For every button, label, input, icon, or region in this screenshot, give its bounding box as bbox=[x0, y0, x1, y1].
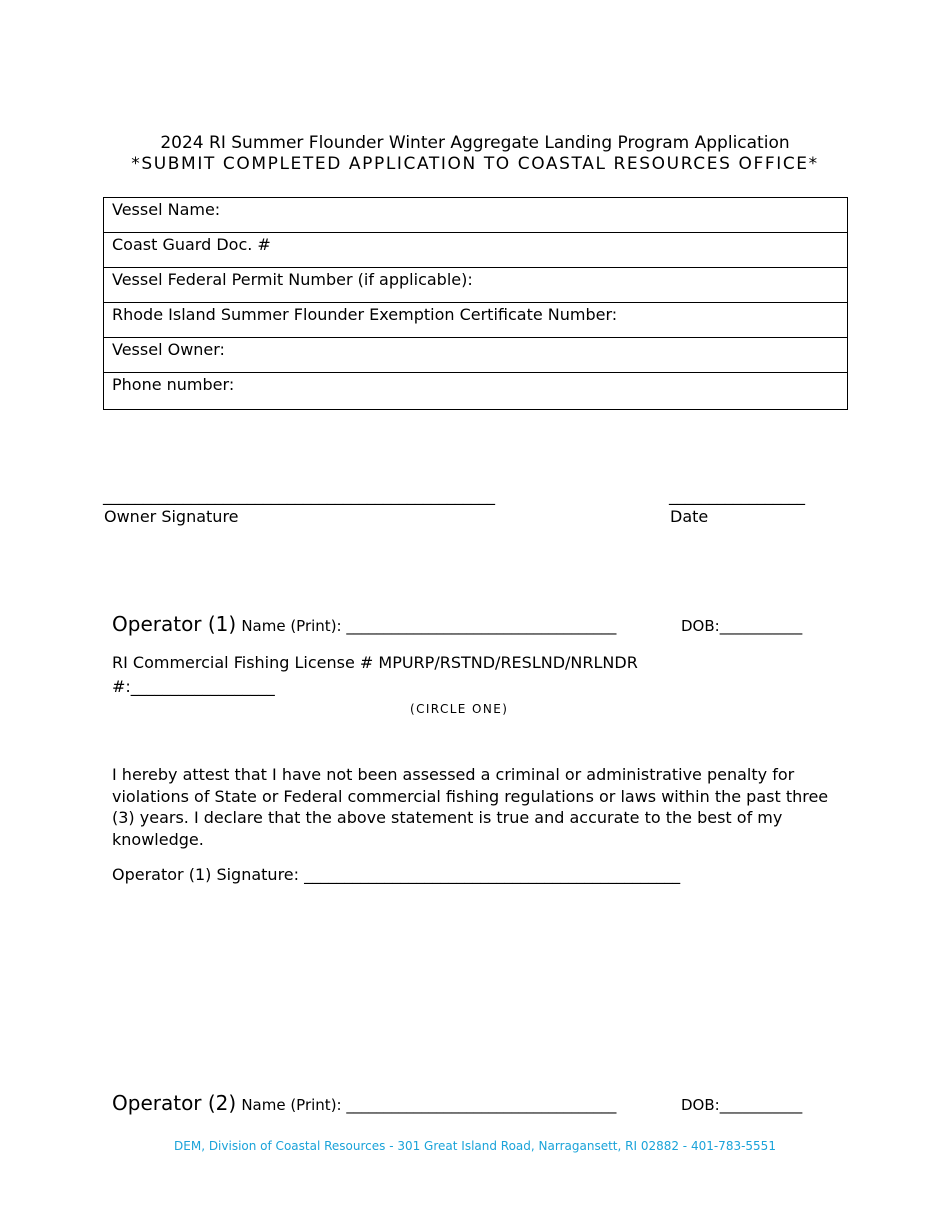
owner-date-line[interactable]: _________________ bbox=[669, 486, 805, 505]
field-label: Vessel Federal Permit Number (if applicable): bbox=[112, 270, 473, 289]
form-subtitle: *SUBMIT COMPLETED APPLICATION TO COASTAL RESOURCES OFFICE* bbox=[131, 154, 819, 174]
vessel-name-field[interactable] bbox=[104, 198, 847, 233]
operator1-dob-field[interactable]: DOB:___________ bbox=[681, 617, 803, 635]
operator1-name-field[interactable]: Name (Print): ____________________________________ bbox=[241, 617, 617, 635]
owner-date-label: Date bbox=[670, 507, 709, 526]
operator2-heading: Operator (2) bbox=[112, 1091, 237, 1115]
federal-permit-field[interactable] bbox=[104, 268, 847, 303]
field-label: Vessel Owner: bbox=[112, 340, 225, 359]
operator2-name-row bbox=[112, 1091, 616, 1115]
phone-number-field[interactable] bbox=[104, 373, 847, 409]
field-label: Phone number: bbox=[112, 375, 235, 394]
vessel-info-table bbox=[103, 197, 848, 410]
field-label: Vessel Name: bbox=[112, 200, 221, 219]
owner-signature-label: Owner Signature bbox=[104, 507, 239, 526]
exemption-certificate-field[interactable] bbox=[104, 303, 847, 338]
field-label: Rhode Island Summer Flounder Exemption Certificate Number: bbox=[112, 305, 618, 324]
owner-signature-line[interactable]: _________________________________________________ bbox=[103, 486, 495, 505]
operator1-signature-field[interactable]: Operator (1) Signature: _______________________________________________ bbox=[112, 865, 681, 884]
operator1-name-row bbox=[112, 612, 616, 636]
coast-guard-doc-field[interactable] bbox=[104, 233, 847, 268]
field-label: Coast Guard Doc. # bbox=[112, 235, 271, 254]
vessel-owner-field[interactable] bbox=[104, 338, 847, 373]
operator2-dob-field[interactable]: DOB:___________ bbox=[681, 1096, 803, 1114]
footer-address: DEM, Division of Coastal Resources - 301 Great Island Road, Narragansett, RI 02882 - 401-783-5551 bbox=[174, 1139, 776, 1153]
attestation-statement: I hereby attest that I have not been assessed a criminal or administrative penalty for violations of State or Federal commercial fishing regulations or laws within the past three (3) years. I declare that the above statement is true and accurate to the best of my knowledge. bbox=[112, 765, 829, 849]
operator1-heading: Operator (1) bbox=[112, 612, 237, 636]
circle-one-note: (CIRCLE ONE) bbox=[410, 702, 509, 716]
operator1-license-number[interactable]: #:__________________ bbox=[112, 677, 275, 696]
operator1-license-label: RI Commercial Fishing License # MPURP/RSTND/RESLND/NRLNDR bbox=[112, 653, 638, 672]
operator2-name-field[interactable]: Name (Print): ____________________________________ bbox=[241, 1096, 617, 1114]
form-title: 2024 RI Summer Flounder Winter Aggregate Landing Program Application bbox=[160, 133, 790, 153]
